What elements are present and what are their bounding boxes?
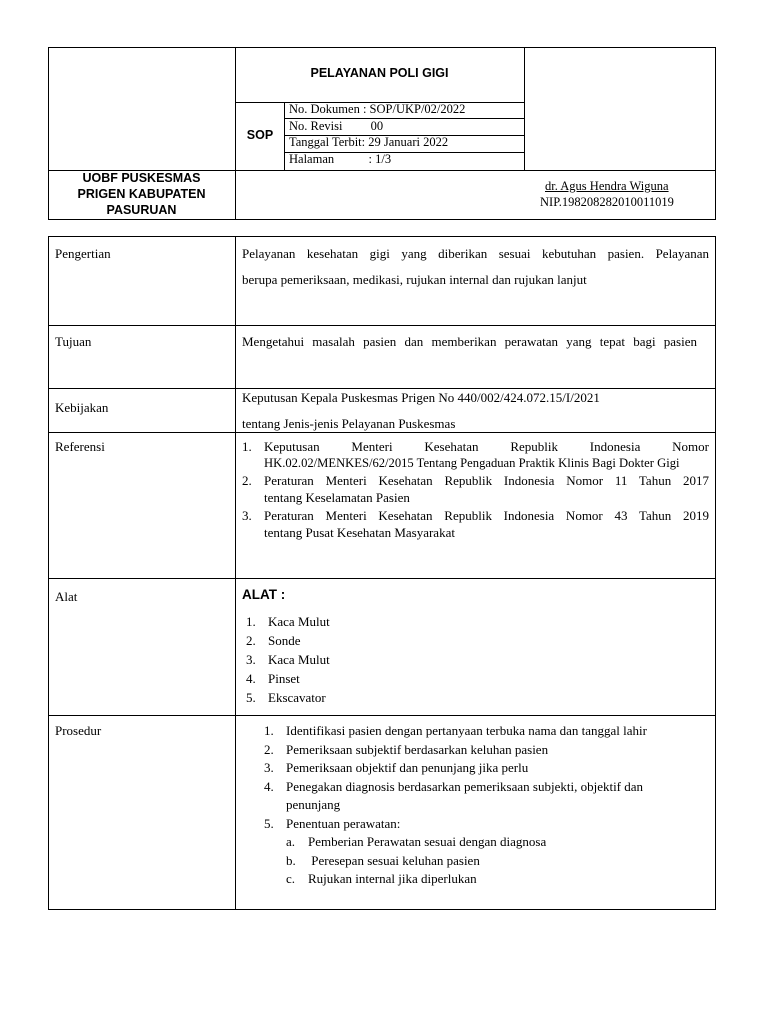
list-item: [242, 507, 709, 541]
list-number: 5.: [246, 690, 256, 705]
list-number: 1.: [242, 439, 252, 454]
prosedur-list: [264, 722, 710, 889]
list-item-line: tentang Pusat Kesehatan Masyarakat: [264, 525, 455, 540]
list-item-line: penunjang: [286, 797, 341, 812]
document-number: No. Dokumen : SOP/UKP/02/2022: [289, 102, 466, 116]
list-number: 5.: [264, 815, 274, 831]
list-item-line: Pemeriksaan subjektif berdasarkan keluhan pasien: [286, 741, 549, 757]
row-label-prosedur: Prosedur: [55, 723, 102, 738]
referensi-list: [242, 438, 709, 541]
list-item-text: Sonde: [268, 633, 301, 648]
list-item: [246, 612, 330, 631]
organization-line: PASURUAN: [106, 203, 177, 217]
signer-name: dr. Agus Hendra Wiguna: [545, 179, 669, 193]
list-number: 2.: [264, 741, 274, 757]
list-item: [264, 778, 710, 815]
list-number: a.: [286, 834, 296, 849]
list-item-line: Peraturan Menteri Kesehatan Republik Indonesia Nomor 11 Tahun 2017: [264, 473, 709, 488]
list-number: 1.: [264, 723, 274, 738]
organization-name: [48, 170, 235, 218]
list-item-text: Rujukan internal jika diperlukan: [308, 871, 477, 886]
alat-list: [246, 612, 330, 707]
row-label-referensi: Referensi: [55, 439, 105, 454]
list-number: 3.: [246, 652, 256, 667]
row-label-pengertian: Pengertian: [55, 246, 111, 261]
organization-line: UOBF PUSKESMAS: [82, 171, 201, 185]
sub-list-item: [286, 870, 710, 889]
list-item: [264, 741, 710, 760]
list-item-text: Peresepan sesuai keluhan pasien: [308, 852, 480, 868]
tujuan-text: Mengetahui masalah pasien dan memberikan perawatan yang tepat bagi pasien: [242, 334, 697, 349]
row-label-tujuan: Tujuan: [55, 334, 92, 349]
list-item-line: Peraturan Menteri Kesehatan Republik Indonesia Nomor 43 Tahun 2019: [264, 508, 709, 523]
list-number: 2.: [246, 633, 256, 648]
pengertian-line: Pelayanan kesehatan gigi yang diberikan sesuai kebutuhan pasien. Pelayanan: [242, 246, 709, 261]
list-number: 3.: [264, 760, 274, 775]
row-line: [48, 432, 716, 433]
list-item-text: Kaca Mulut: [268, 652, 330, 667]
sop-label: SOP: [246, 128, 274, 142]
kebijakan-line: tentang Jenis-jenis Pelayanan Puskesmas: [242, 416, 456, 431]
sub-list: [286, 833, 710, 889]
organization-line: PRIGEN KABUPATEN: [77, 187, 206, 201]
row-label-alat: Alat: [55, 589, 78, 604]
list-item-text: Ekscavator: [268, 690, 326, 705]
list-item: [246, 631, 330, 650]
list-item: [264, 815, 710, 834]
list-item-line: Penegakan diagnosis berdasarkan pemeriksaan subjekti, objektif dan: [286, 778, 644, 794]
list-item: [242, 472, 709, 507]
row-line: [48, 715, 716, 716]
list-item: [246, 688, 330, 707]
list-number: c.: [286, 871, 296, 886]
list-item-text: Pinset: [268, 671, 300, 686]
list-item-line: Keputusan Menteri Kesehatan Republik Indonesia Nomor: [264, 439, 709, 454]
list-number: 3.: [242, 508, 252, 523]
row-line: [48, 325, 716, 326]
list-item: [264, 759, 710, 778]
list-item: [246, 669, 330, 688]
list-item: [246, 650, 330, 669]
pengertian-line: berupa pemeriksaan, medikasi, rujukan internal dan rujukan lanjut: [242, 272, 587, 287]
alat-heading: ALAT :: [242, 587, 286, 602]
sub-list-item: [286, 852, 710, 871]
signer-nip: NIP.198208282010011019: [540, 195, 674, 209]
list-item-text: Pemberian Perawatan sesuai dengan diagnosa: [308, 834, 547, 849]
list-item-line: Identifikasi pasien dengan pertanyaan terbuka nama dan tanggal lahir: [286, 723, 647, 738]
kebijakan-line: Keputusan Kepala Puskesmas Prigen No 440/002/424.072.15/I/2021: [242, 390, 600, 405]
body-divider: [235, 236, 236, 910]
list-number: 4.: [264, 778, 274, 794]
list-number: 1.: [246, 614, 256, 629]
row-line: [48, 578, 716, 579]
row-label-kebijakan: Kebijakan: [55, 400, 109, 415]
page-number: Halaman : 1/3: [289, 152, 392, 166]
revision-number: No. Revisi 00: [289, 119, 384, 133]
sub-list-item: [286, 833, 710, 852]
list-number: b.: [286, 852, 296, 868]
list-item-text: Kaca Mulut: [268, 614, 330, 629]
list-item: [242, 438, 709, 472]
list-item-line: Penentuan perawatan:: [286, 815, 401, 831]
list-item-line: tentang Keselamatan Pasien: [264, 490, 410, 505]
list-number: 2.: [242, 473, 252, 488]
list-item-line: HK.02.02/MENKES/62/2015 Tentang Pengaduan Praktik Klinis Bagi Dokter Gigi: [264, 456, 680, 470]
issue-date: Tanggal Terbit: 29 Januari 2022: [289, 135, 449, 149]
document-title: PELAYANAN POLI GIGI: [310, 66, 449, 80]
list-item: [264, 722, 710, 741]
header-divider-right: [524, 47, 525, 170]
list-number: 4.: [246, 671, 256, 686]
list-item-line: Pemeriksaan objektif dan penunjang jika perlu: [286, 760, 529, 775]
header-divider-sop: [284, 102, 285, 170]
